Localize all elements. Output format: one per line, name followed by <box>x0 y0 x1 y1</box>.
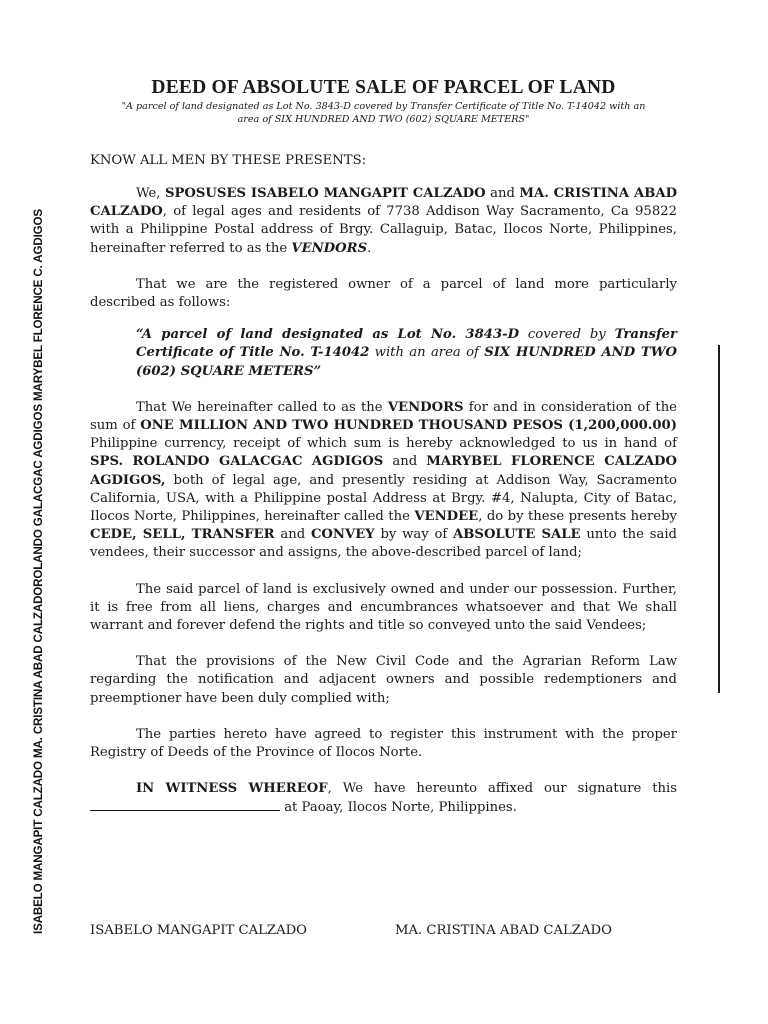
quote-text: covered by <box>519 327 615 343</box>
document-title: DEED OF ABSOLUTE SALE OF PARCEL OF LAND <box>151 77 616 98</box>
witness-heading: IN WITNESS WHEREOF <box>136 781 328 797</box>
paragraph-warranty: The said parcel of land is exclusively owned and under our possession. Further, it is free from all liens, charges and encumbrances whatsoever and that We shall warrant and forever defend the rights and title so conveyed unto the said Vendees; <box>90 581 677 634</box>
p3-text: That We hereinafter called to as the <box>136 399 388 415</box>
p3-text: unto the said vendees, their successor and assigns, the above-described parcel of land; <box>90 527 677 561</box>
vendor-names-2: MA. CRISTINA ABAD CALZADO <box>90 186 678 220</box>
p3-text: and <box>274 527 311 543</box>
signatory-left: ISABELO MANGAPIT CALZADO <box>90 923 307 938</box>
p3-text: for and in consideration of the sum of <box>90 399 677 434</box>
p3-text: by way of <box>374 527 454 543</box>
quote-lot: “A parcel of land designated as Lot No. 3843-D <box>136 327 520 343</box>
paragraph-parties <box>90 185 677 258</box>
convey-term: CONVEY <box>310 527 375 543</box>
paragraph-ownership: That we are the registered owner of a parcel of land more particularly described as follows: <box>90 276 677 311</box>
signature-row <box>90 923 680 938</box>
quote-area: SIX HUNDRED AND TWO (602) SQUARE METERS” <box>136 345 677 379</box>
p3-text: and <box>383 454 427 470</box>
p7-text: , We have hereunto affixed our signature this <box>327 781 677 797</box>
quote-title: Transfer Certificate of Title No. T-14042 <box>136 327 677 361</box>
date-blank-line <box>90 798 280 811</box>
document-body <box>90 76 677 818</box>
p1-text: We, <box>136 186 165 201</box>
salutation: KNOW ALL MEN BY THESE PRESENTS: <box>90 153 367 168</box>
conveyance-terms: CEDE, SELL, TRANSFER <box>90 527 275 543</box>
p1-text: and <box>485 186 520 201</box>
margin-party-names: ISABELO MANGAPIT CALZADO MA. CRISTINA ABAD CALZADOROLANDO GALACGAC AGDIGOS MARYBEL FLORENCE C. AGDIGOS <box>32 209 45 934</box>
paragraph-consideration <box>90 399 677 563</box>
vendors-term: VENDORS <box>387 399 464 415</box>
quote-text: with an area of <box>369 345 485 361</box>
signatory-right: MA. CRISTINA ABAD CALZADO <box>395 923 612 938</box>
vendor-names-1: SPOSUSES ISABELO MANGAPIT CALZADO <box>164 186 486 201</box>
vendee-term: VENDEE <box>414 509 479 525</box>
p3-text: both of legal age, and presently residing at Addison Way, Sacramento California, USA, with a Philippine postal Address at Brgy. #4, Nalupta, City of Batac, Ilocos Norte, Philippines, hereinafter called the <box>90 472 677 525</box>
p1-text: , of legal ages and residents of 7738 Addison Way Sacramento, Ca 95822 with a Philippine Postal address of Brgy. Callaguip, Batac, Ilocos Norte, Philippines, hereinafter referred to as the <box>90 204 677 256</box>
paragraph-registration: The parties hereto have agreed to register this instrument with the proper Registry of Deeds of the Province of Ilocos Norte. <box>90 726 677 761</box>
document-subtitle: "A parcel of land designated as Lot No. 3843-D covered by Transfer Certificate of Title No. T-14042 with an area of SIX HUNDRED AND TWO (602) SQUARE METERS" <box>121 101 646 125</box>
property-description <box>136 326 677 381</box>
absolute-sale-term: ABSOLUTE SALE <box>453 527 581 543</box>
sale-amount: ONE MILLION AND TWO HUNDRED THOUSAND PESOS (1,200,000.00) <box>140 418 677 434</box>
margin-rule <box>718 345 720 693</box>
paragraph-compliance: That the provisions of the New Civil Code and the Agrarian Reform Law regarding the notification and adjacent owners and possible redemptioners and preemptioner have been duly complied with; <box>90 654 677 706</box>
vendee-names-2: MARYBEL FLORENCE CALZADO AGDIGOS, <box>90 454 677 488</box>
p1-text: . <box>367 240 372 256</box>
vendee-names-1: SPS. ROLANDO GALACGAC AGDIGOS <box>90 454 384 470</box>
paragraph-witness <box>90 780 677 817</box>
p3-text: , do by these presents hereby <box>478 509 677 525</box>
p3-text: Philippine currency, receipt of which sum is hereby acknowledged to us in hand of <box>90 436 677 452</box>
p7-text: at Paoay, Ilocos Norte, Philippines. <box>280 800 517 816</box>
vendors-term: VENDORS <box>291 240 368 256</box>
